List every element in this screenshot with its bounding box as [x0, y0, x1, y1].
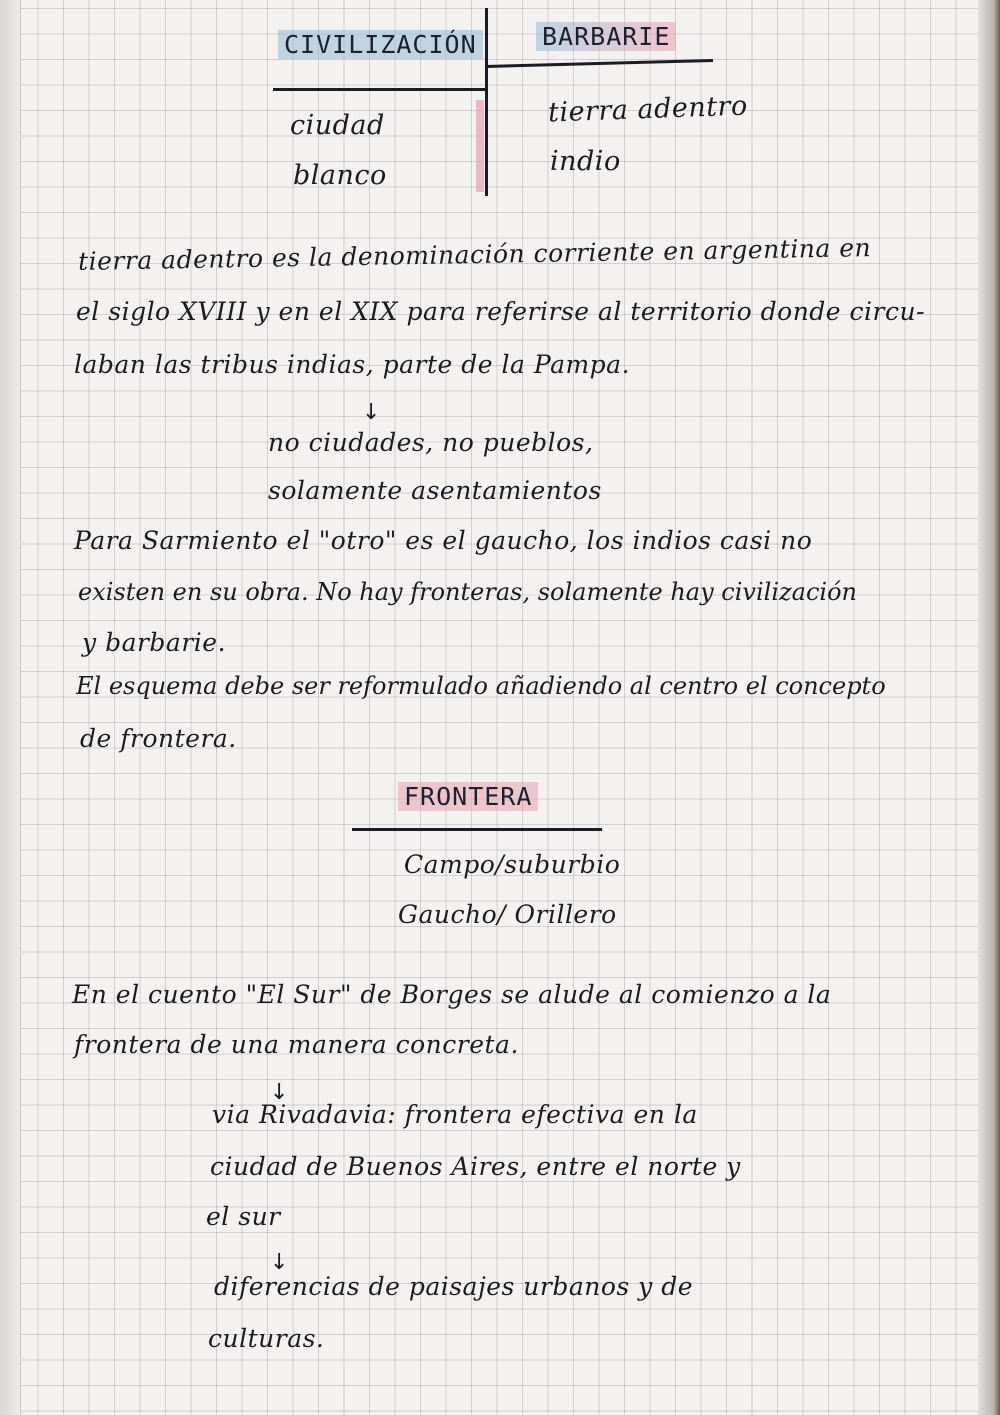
note3-line1: diferencias de paisajes urbanos y de: [214, 1272, 694, 1301]
note2-line2: ciudad de Buenos Aires, entre el norte y: [210, 1152, 741, 1181]
frontera-item-campo: Campo/suburbio: [404, 850, 621, 879]
tchart-pink-accent: [476, 100, 484, 192]
paragraph3-line1: En el cuento "El Sur" de Borges se alude al comienzo a la: [72, 980, 832, 1009]
note1-line2: solamente asentamientos: [268, 476, 602, 505]
arrow-down-icon: ↓: [362, 400, 381, 425]
paragraph2-line1: Para Sarmiento el "otro" es el gaucho, los indios casi no: [74, 526, 813, 555]
page-edge: [978, 0, 1000, 1415]
paragraph1-line1: tierra adentro es la denominación corriente en argentina en: [77, 233, 872, 276]
paragraph1-line3: laban las tribus indias, parte de la Pampa.: [74, 350, 631, 379]
note2-line1: via Rivadavia: frontera efectiva en la: [212, 1100, 698, 1129]
note1-line1: no ciudades, no pueblos,: [268, 428, 594, 457]
left-item-ciudad: ciudad: [290, 110, 385, 141]
frontera-item-gaucho: Gaucho/ Orillero: [398, 900, 617, 929]
right-item-indio: indio: [550, 146, 621, 177]
frontera-underline: [352, 828, 602, 831]
note3-line2: culturas.: [208, 1324, 325, 1353]
arrow-down-icon: ↓: [270, 1250, 289, 1275]
paragraph2-line5: de frontera.: [80, 724, 237, 753]
note2-line3: el sur: [206, 1202, 281, 1231]
paragraph1-line2: el siglo XVIII y en el XIX para referirse al territorio donde circu-: [76, 297, 926, 326]
paragraph2-line2: existen en su obra. No hay fronteras, solamente hay civilización: [78, 578, 857, 606]
header-civilizacion: CIVILIZACIÓN: [278, 30, 483, 59]
paragraph3-line2: frontera de una manera concreta.: [74, 1030, 519, 1059]
paragraph2-line3: y barbarie.: [82, 628, 227, 657]
page-binding: [0, 0, 21, 1415]
header-barbarie: BARBARIE: [536, 22, 676, 51]
header-frontera: FRONTERA: [398, 782, 538, 811]
paragraph2-line4: El esquema debe ser reformulado añadiendo al centro el concepto: [76, 672, 886, 700]
tchart-vertical-line: [485, 8, 488, 196]
tchart-horizontal-line-left: [273, 88, 485, 91]
right-item-tierra-adentro: tierra adentro: [547, 90, 749, 129]
left-item-blanco: blanco: [293, 160, 387, 191]
tchart-horizontal-line-right: [485, 59, 713, 68]
arrow-down-icon: ↓: [270, 1080, 289, 1105]
